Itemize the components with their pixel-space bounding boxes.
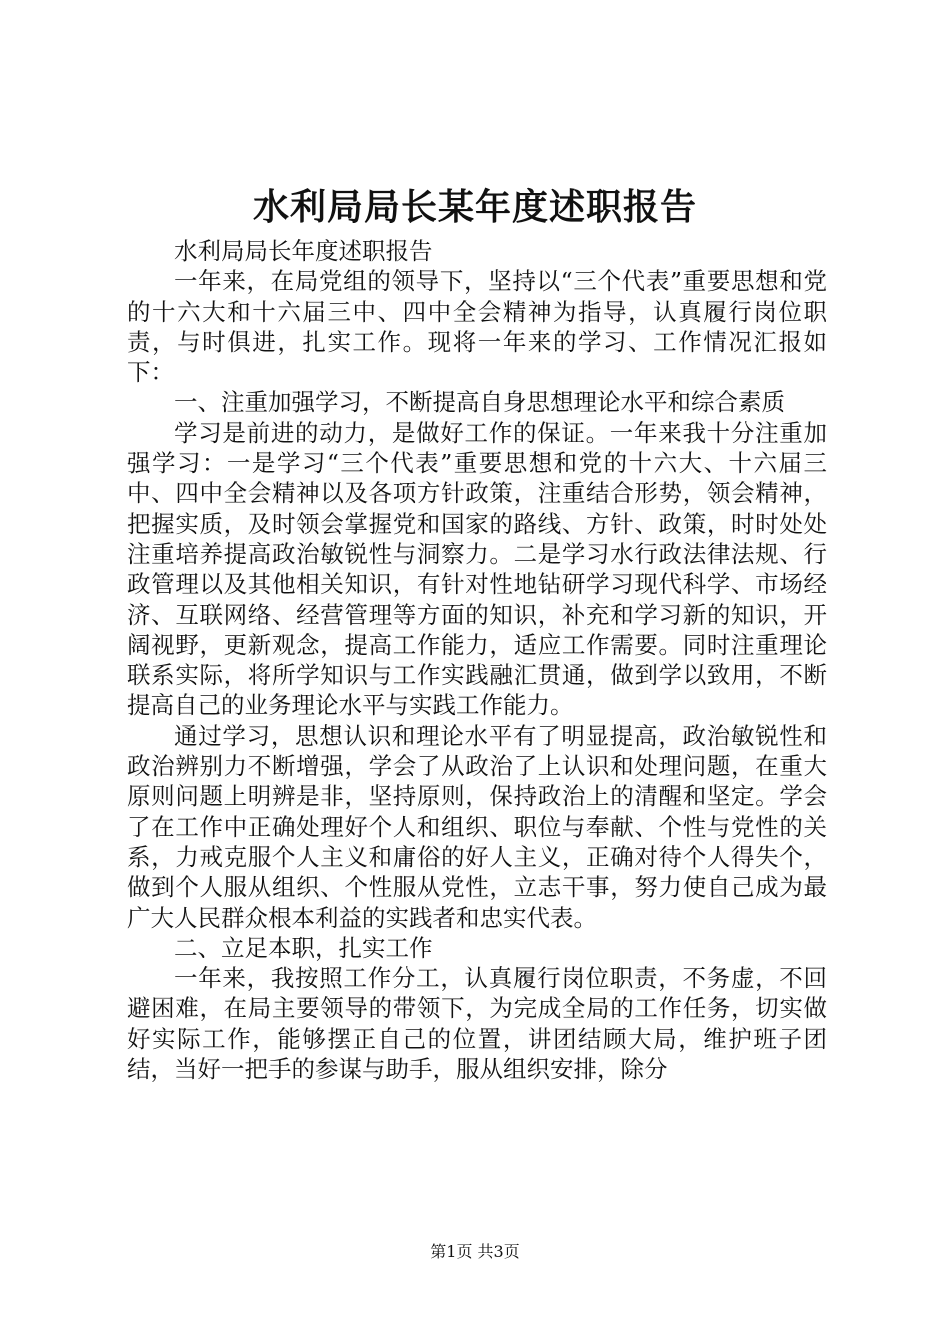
section-heading-1: 一、注重加强学习，不断提高自身思想理论水平和综合素质 (174, 388, 785, 417)
body-paragraph: 通过学习，思想认识和理论水平有了明显提高，政治敏锐性和政治辨别力不断增强，学会了从政治了上认识和处理问题，在重大原则问题上明辨是非，坚持原则，保持政治上的清醒和坚定。学会了在工作中正确处理好个人和组织、职位与奉献、个性与党性的关系，力戒克服个人主义和庸俗的好人主义，正确对待个人得失个，做到个人服从组织、个性服从党性，立志干事，努力使自己成为最广大人民群众根本利益的实践者和忠实代表。 (127, 721, 827, 932)
body-paragraph: 学习是前进的动力，是做好工作的保证。一年来我十分注重加强学习：一是学习“三个代表”重要思想和党的十六大、十六届三中、四中全会精神以及各项方针政策，注重结合形势，领会精神，把握实质，及时领会掌握党和国家的路线、方针、政策，时时处处注重培养提高政治敏锐性与洞察力。二是学习水行政法律法规、行政管理以及其他相关知识，有针对性地钻研学习现代科学、市场经济、互联网络、经营管理等方面的知识，补充和学习新的知识，开阔视野，更新观念，提高工作能力，适应工作需要。同时注重理论联系实际，将所学知识与工作实践融汇贯通，做到学以致用，不断提高自己的业务理论水平与实践工作能力。 (127, 418, 827, 720)
intro-paragraph: 一年来，在局党组的领导下，坚持以“三个代表”重要思想和党的十六大和十六届三中、四中全会精神为指导，认真履行岗位职责，与时俱进，扎实工作。现将一年来的学习、工作情况汇报如下： (127, 267, 827, 387)
section-heading-2: 二、立足本职，扎实工作 (174, 933, 433, 962)
document-body (127, 236, 827, 1084)
document-title: 水利局局长某年度述职报告 (252, 186, 697, 228)
body-paragraph: 一年来，我按照工作分工，认真履行岗位职责，不务虚，不回避困难，在局主要领导的带领下，为完成全局的工作任务，切实做好实际工作，能够摆正自己的位置，讲团结顾大局，维护班子团结，当好一把手的参谋与助手，服从组织安排，除分 (127, 964, 827, 1084)
page-number-footer: 第1页 共3页 (430, 1242, 520, 1261)
subtitle-paragraph: 水利局局长年度述职报告 (174, 237, 433, 265)
